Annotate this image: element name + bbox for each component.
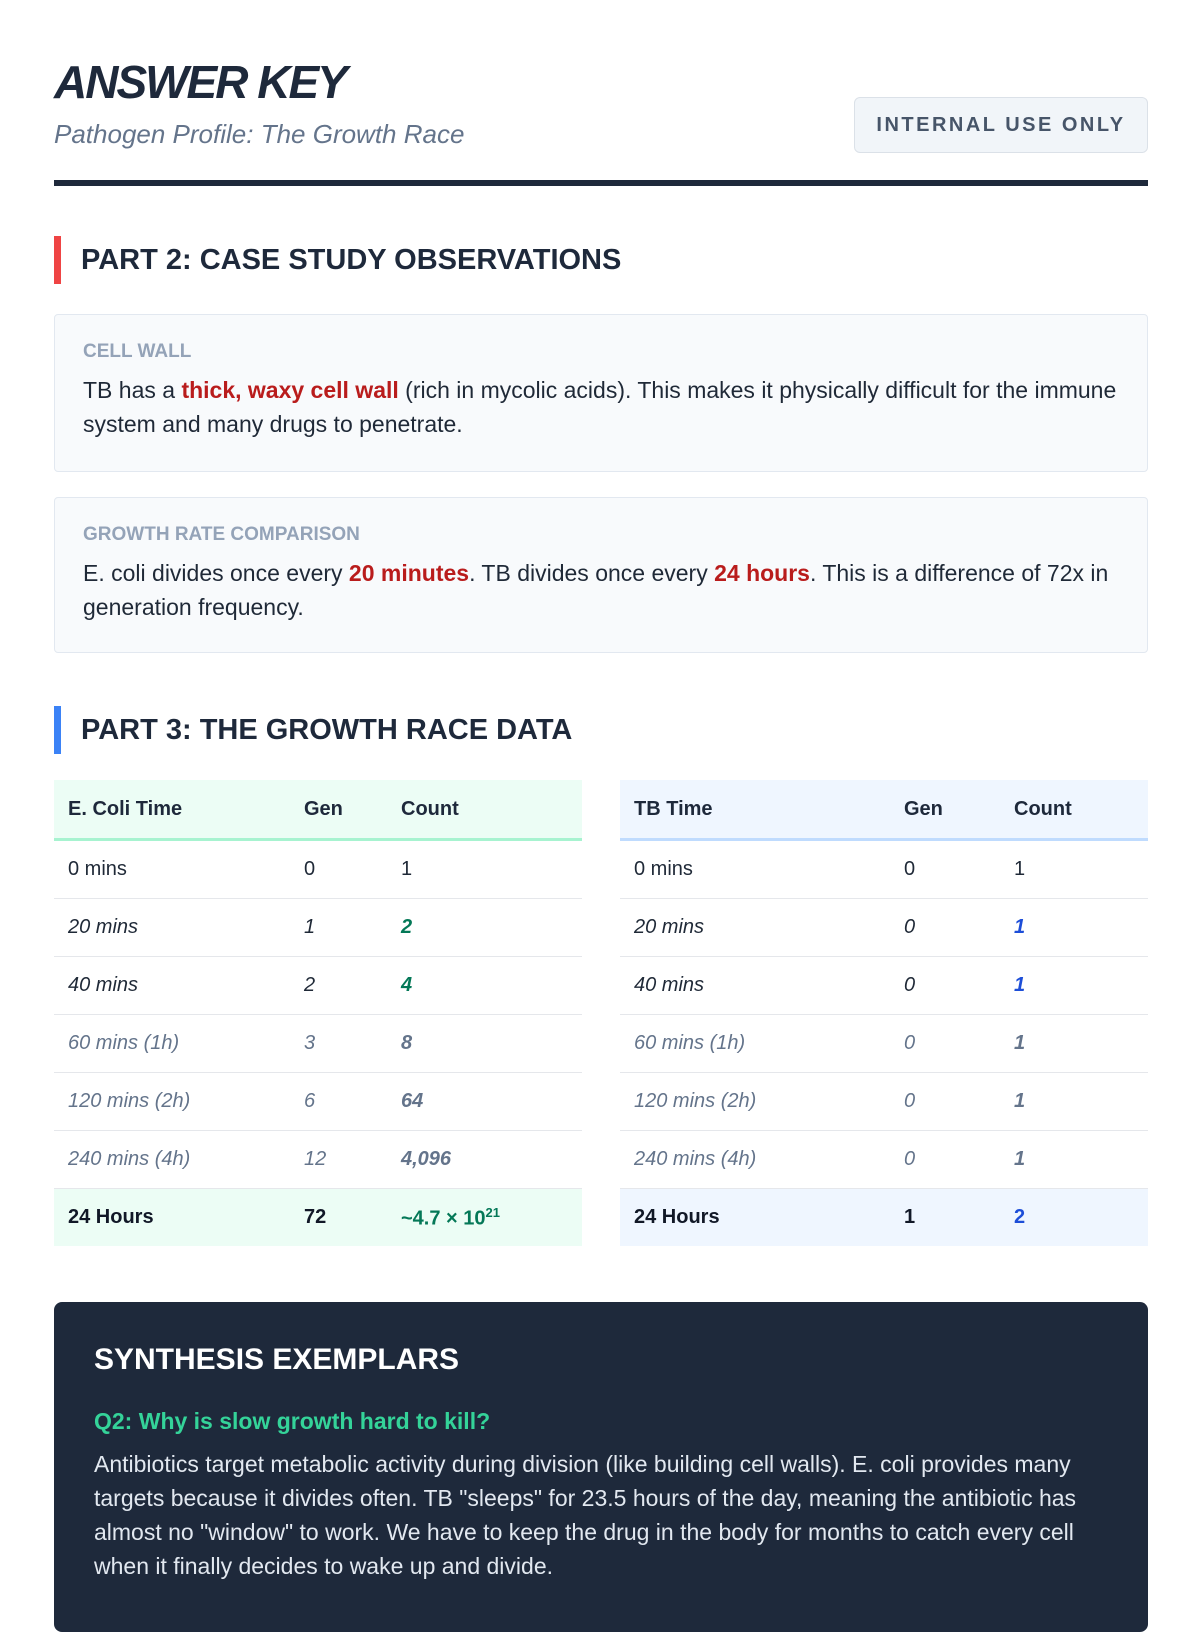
header xyxy=(54,0,1148,186)
growth-text-2: . TB divides once every xyxy=(469,560,715,586)
tb-count-cell: 1 xyxy=(1000,1131,1148,1189)
cell-wall-label: CELL WALL xyxy=(83,341,192,362)
ecoli-total-count-exp: 21 xyxy=(485,1204,500,1220)
cell-wall-text-after: (rich in mycolic acids). This makes it physically difficult for the immune system and many drugs to penetrate. xyxy=(83,377,1117,437)
ecoli-gen-cell: 6 xyxy=(290,1073,387,1131)
tb-col-time: TB Time xyxy=(620,780,890,840)
ecoli-gen-cell: 2 xyxy=(290,957,387,1015)
tb-col-gen: Gen xyxy=(890,780,1000,840)
tb-count-cell: 1 xyxy=(1000,899,1148,957)
tb-table xyxy=(620,780,1148,1246)
tb-header-row xyxy=(620,780,1148,840)
ecoli-header-row xyxy=(54,780,582,840)
tb-rate-highlight: 24 hours xyxy=(714,560,810,586)
table-row xyxy=(620,899,1148,957)
growth-rate-text xyxy=(83,556,1119,624)
tb-gen-cell: 0 xyxy=(890,840,1000,899)
ecoli-time-cell: 0 mins xyxy=(54,840,290,899)
tb-time-cell: 120 mins (2h) xyxy=(620,1073,890,1131)
ecoli-count-cell: 4,096 xyxy=(387,1131,582,1189)
tb-time-cell: 0 mins xyxy=(620,840,890,899)
ecoli-gen-cell: 3 xyxy=(290,1015,387,1073)
tb-time-cell: 40 mins xyxy=(620,957,890,1015)
synthesis-question: Q2: Why is slow growth hard to kill? xyxy=(94,1408,491,1434)
ecoli-total-count xyxy=(387,1189,582,1247)
table-row xyxy=(54,1131,582,1189)
tb-count-cell: 1 xyxy=(1000,1015,1148,1073)
tb-total-count: 2 xyxy=(1000,1189,1148,1247)
ecoli-count-cell: 64 xyxy=(387,1073,582,1131)
ecoli-count-cell: 1 xyxy=(387,840,582,899)
table-row xyxy=(54,840,582,899)
tb-gen-cell: 0 xyxy=(890,1015,1000,1073)
table-row xyxy=(54,1073,582,1131)
part3-heading: PART 3: THE GROWTH RACE DATA xyxy=(54,706,572,754)
synthesis-panel xyxy=(54,1302,1148,1632)
tb-time-cell: 240 mins (4h) xyxy=(620,1131,890,1189)
internal-use-badge: INTERNAL USE ONLY xyxy=(854,97,1148,153)
table-row xyxy=(620,1073,1148,1131)
ecoli-total-row xyxy=(54,1189,582,1247)
synthesis-title: SYNTHESIS EXEMPLARS xyxy=(94,1343,460,1376)
table-row xyxy=(54,899,582,957)
ecoli-time-cell: 60 mins (1h) xyxy=(54,1015,290,1073)
ecoli-col-time: E. Coli Time xyxy=(54,780,290,840)
tb-count-cell: 1 xyxy=(1000,840,1148,899)
tb-gen-cell: 0 xyxy=(890,957,1000,1015)
ecoli-time-cell: 240 mins (4h) xyxy=(54,1131,290,1189)
cell-wall-text xyxy=(83,373,1119,441)
growth-rate-card xyxy=(54,497,1148,653)
ecoli-total-gen: 72 xyxy=(290,1189,387,1247)
ecoli-time-cell: 40 mins xyxy=(54,957,290,1015)
ecoli-gen-cell: 1 xyxy=(290,899,387,957)
cell-wall-highlight: thick, waxy cell wall xyxy=(181,377,399,403)
ecoli-table xyxy=(54,780,582,1246)
ecoli-count-cell: 8 xyxy=(387,1015,582,1073)
ecoli-gen-cell: 12 xyxy=(290,1131,387,1189)
table-row xyxy=(620,840,1148,899)
table-row xyxy=(620,1015,1148,1073)
cell-wall-card xyxy=(54,314,1148,472)
ecoli-total-time: 24 Hours xyxy=(54,1189,290,1247)
table-row xyxy=(54,1015,582,1073)
tb-time-cell: 60 mins (1h) xyxy=(620,1015,890,1073)
growth-text-3: . This is a difference of 72x in generation frequency. xyxy=(83,560,1109,620)
tb-gen-cell: 0 xyxy=(890,1073,1000,1131)
ecoli-col-gen: Gen xyxy=(290,780,387,840)
ecoli-gen-cell: 0 xyxy=(290,840,387,899)
answer-key-page xyxy=(54,0,1148,1579)
tb-col-count: Count xyxy=(1000,780,1148,840)
ecoli-count-cell: 2 xyxy=(387,899,582,957)
ecoli-time-cell: 120 mins (2h) xyxy=(54,1073,290,1131)
growth-text-1: E. coli divides once every xyxy=(83,560,349,586)
tb-total-gen: 1 xyxy=(890,1189,1000,1247)
growth-rate-label: GROWTH RATE COMPARISON xyxy=(83,524,360,545)
part2-heading: PART 2: CASE STUDY OBSERVATIONS xyxy=(54,236,621,284)
tb-time-cell: 20 mins xyxy=(620,899,890,957)
tb-total-time: 24 Hours xyxy=(620,1189,890,1247)
ecoli-col-count: Count xyxy=(387,780,582,840)
tb-total-row xyxy=(620,1189,1148,1247)
ecoli-time-cell: 20 mins xyxy=(54,899,290,957)
synthesis-answer: Antibiotics target metabolic activity during division (like building cell walls). E. coli provides many targets because it divides often. TB "sleeps" for 23.5 hours of the day, meaning the antibiotic has almost no "window" to work. We have to keep the drug in the body for months to catch every cell when it finally decides to wake up and divide. xyxy=(94,1451,1077,1579)
table-row xyxy=(54,957,582,1015)
ecoli-rate-highlight: 20 minutes xyxy=(348,560,470,586)
page-subtitle: Pathogen Profile: The Growth Race xyxy=(54,119,465,149)
page-title: ANSWER KEY xyxy=(54,56,346,108)
ecoli-count-cell: 4 xyxy=(387,957,582,1015)
table-row xyxy=(620,1131,1148,1189)
tb-gen-cell: 0 xyxy=(890,1131,1000,1189)
tb-gen-cell: 0 xyxy=(890,899,1000,957)
tb-count-cell: 1 xyxy=(1000,1073,1148,1131)
tb-count-cell: 1 xyxy=(1000,957,1148,1015)
cell-wall-text-before: TB has a xyxy=(83,377,182,403)
table-row xyxy=(620,957,1148,1015)
ecoli-total-count-base: ~4.7 × 10 xyxy=(401,1207,486,1230)
